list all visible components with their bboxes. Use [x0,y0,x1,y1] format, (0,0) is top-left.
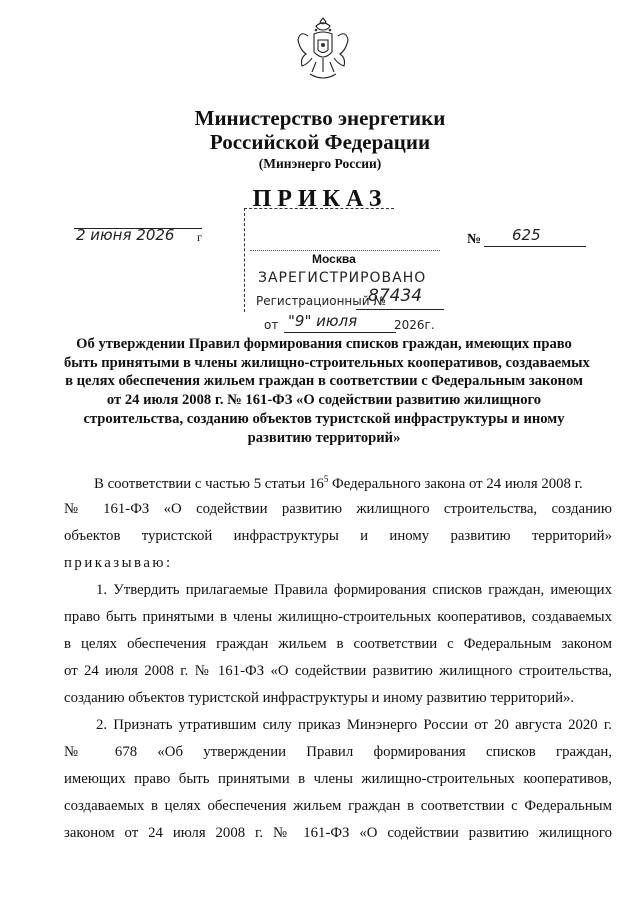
order-number-handwritten: 625 [512,226,541,244]
stamp-date-prefix: от [264,318,279,332]
stamp-date-line [284,332,396,333]
paragraph-2-line: имеющих право быть принятыми в члены жилищно-строительных кооперативов, [64,771,612,787]
intro-text-after: Федерального закона от 24 июля 2008 г. [328,475,583,492]
paragraph-2-line: 2. Признать утратившим силу приказ Минэнерго России от 20 августа 2020 г. [96,717,612,733]
subject-line: развитию территорий» [247,429,401,446]
stamp-reg-number-label: Регистрационный № [256,294,386,308]
order-title: ПРИКАЗ [252,186,388,212]
intro-line-2: № 161-ФЗ «О содействии развитию жилищного строительства, созданию [64,501,612,517]
order-date-line [74,228,202,229]
subject-line: от 24 июля 2008 г. № 161-ФЗ «О содействии развитию жилищного [106,392,542,409]
subject-line: быть принятыми в члены жилищно-строительных кооперативов, создаваемых [64,354,590,371]
registration-stamp [244,208,446,336]
order-number-line [484,246,586,247]
subject-line: в целях обеспечения жильем граждан в соответствии с Федеральным законом [65,373,583,390]
paragraph-1-line: 1. Утвердить прилагаемые Правила формирования списков граждан, имеющих [96,582,612,598]
stamp-year: 2026г. [394,318,435,332]
intro-line-3: объектов туристской инфраструктуры и иному развитию территорий» [64,528,612,544]
stamp-reg-number-handwritten: 87434 [368,286,423,306]
stamp-border-top [244,208,394,209]
order-number-label: № [467,232,482,247]
stamp-dotted-line [250,250,440,251]
order-subject [64,335,590,447]
intro-line-1 [94,474,614,493]
order-date-suffix: г [197,230,202,244]
intro-text-before: В соответствии с частью 5 статьи 16 [94,475,324,492]
ministry-name-line2: Российской Федерации [209,130,431,154]
ministry-name-line1: Министерство энергетики [194,106,446,130]
stamp-reg-number-line [356,309,444,310]
article-superscript: 5 [323,474,329,484]
ministry-abbreviation: (Минэнерго России) [258,156,382,171]
stamp-date-handwritten: "9" июля [288,312,358,330]
paragraph-2-line: создаваемых в целях обеспечения жильем граждан в соответствии с Федеральным [64,798,612,814]
coat-of-arms-emblem [296,14,350,86]
paragraph-1-line: право быть принятыми в члены жилищно-строительных кооперативов, создаваемых [64,609,612,625]
paragraph-1-line: созданию объектов туристской инфраструктуры и иному развитию территорий». [64,690,575,706]
stamp-city: Москва [312,252,356,266]
stamp-registered-label: ЗАРЕГИСТРИРОВАНО [258,270,427,286]
order-word: приказываю: [64,555,173,571]
paragraph-1-line: от 24 июля 2008 г. № 161-ФЗ «О содействии развитию жилищного строительства, [64,663,612,679]
paragraph-2-line: законом от 24 июля 2008 г. № 161-ФЗ «О содействии развитию жилищного [64,825,612,841]
paragraph-1-line: в целях обеспечения граждан жильем в соответствии с Федеральным законом [64,636,612,652]
order-date-handwritten: 2 июня 2026 [76,226,175,244]
subject-line: Об утверждении Правил формирования списков граждан, имеющих право [76,336,572,352]
subject-line: строительства, созданию объектов туристской инфраструктуры и иному [83,410,565,427]
stamp-border-left [244,208,245,312]
paragraph-2-line: № 678 «Об утверждении Правил формирования списков граждан, [64,744,612,760]
